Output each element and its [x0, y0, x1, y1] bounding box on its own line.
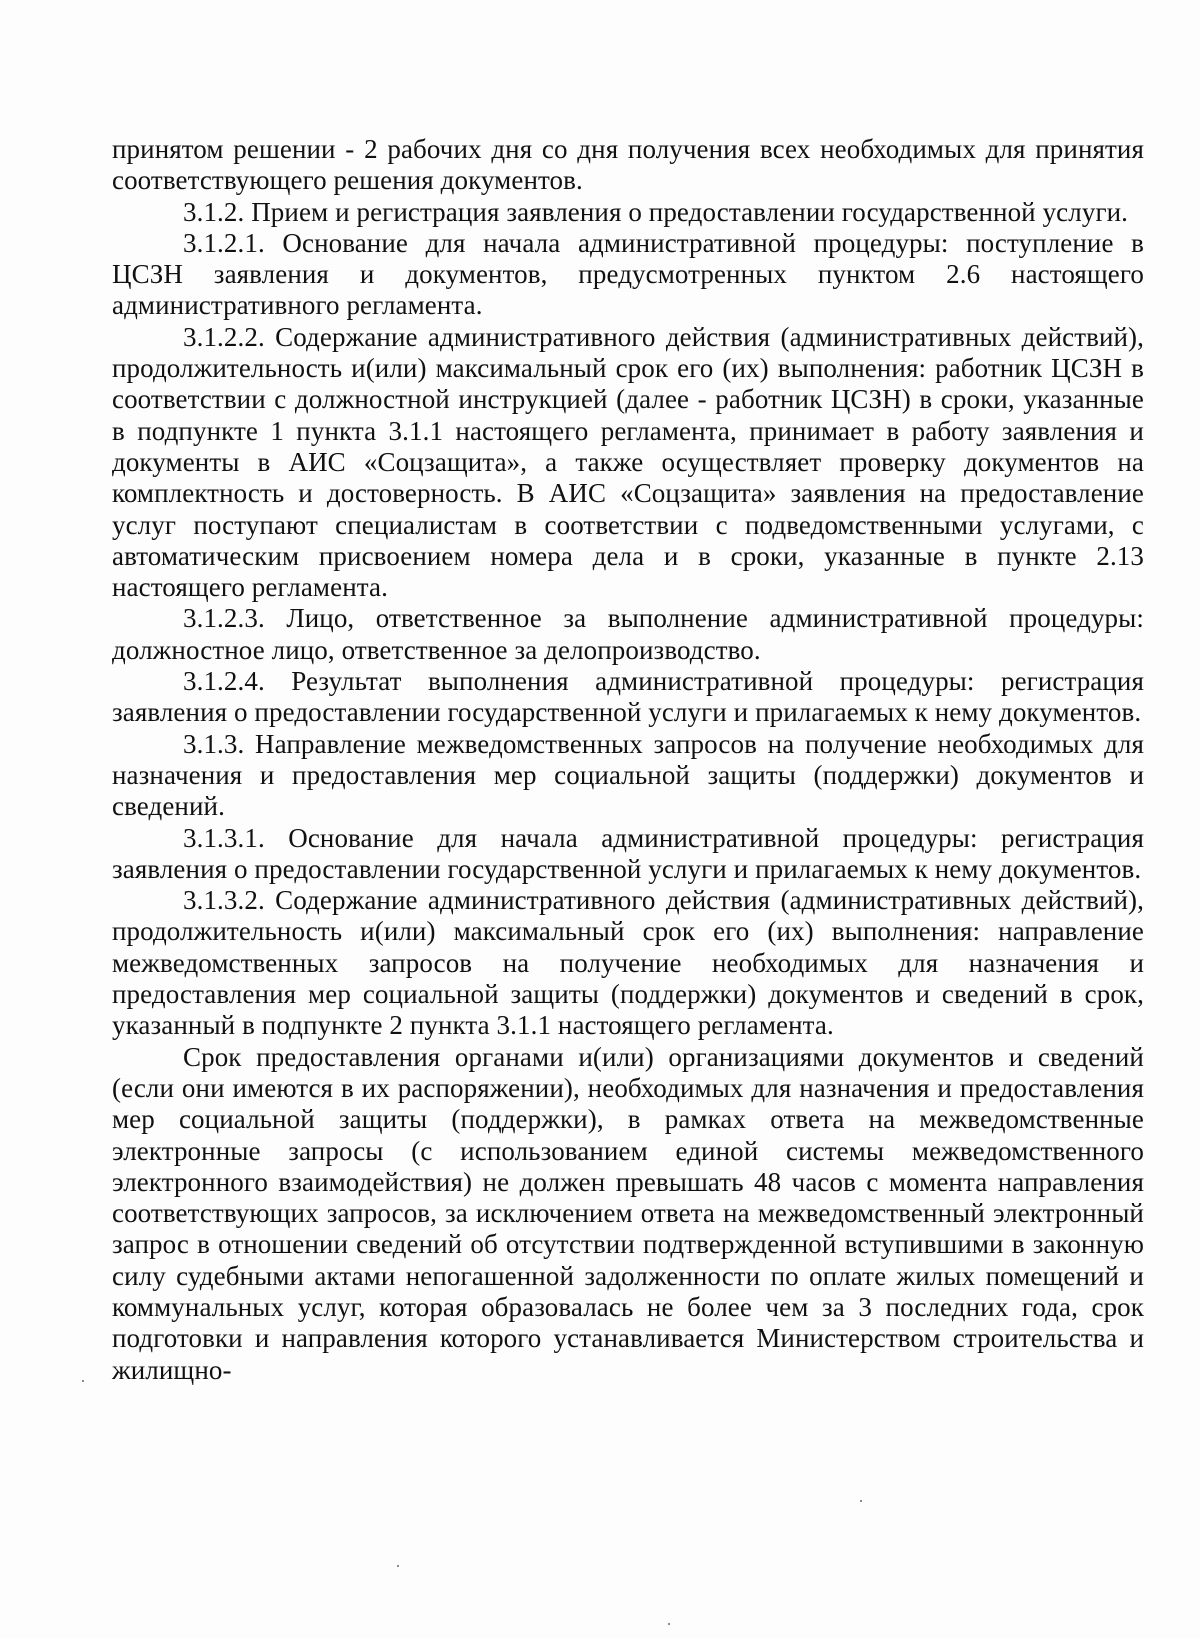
scan-speck	[860, 1500, 862, 1502]
paragraph-3-1-2-4: 3.1.2.4. Результат выполнения административной процедуры: регистрация заявления о предоставлении государственной услуги и прилагаемых к нему документов.	[112, 666, 1144, 728]
paragraph-3-1-2-2: 3.1.2.2. Содержание административного действия (административных действий), продолжительность и(или) максимальный срок его (их) выполнения: работник ЦСЗН в соответствии с должностной инструкцией (далее - работник ЦСЗН) в сроки, указанные в подпункте 1 пункта 3.1.1 настоящего регламента, принимает в работу заявления и документы в АИС «Соцзащита», а также осуществляет проверку документов на комплектность и достоверность. В АИС «Соцзащита» заявления на предоставление услуг поступают специалистам в соответствии с подведомственными услугами, с автоматическим присвоением номера дела и в сроки, указанные в пункте 2.13 настоящего регламента.	[112, 321, 1144, 603]
scan-speck	[397, 1565, 399, 1567]
paragraph-3-1-3-1: 3.1.3.1. Основание для начала административной процедуры: регистрация заявления о предоставлении государственной услуги и прилагаемых к нему документов.	[112, 822, 1144, 884]
paragraph-3-1-2: 3.1.2. Прием и регистрация заявления о предоставлении государственной услуги.	[183, 196, 1129, 227]
scan-speck	[82, 1380, 84, 1382]
scan-speck	[668, 1623, 670, 1625]
paragraph-3-1-2-1: 3.1.2.1. Основание для начала административной процедуры: поступление в ЦСЗН заявления и документов, предусмотренных пунктом 2.6 настоящего административного регламента.	[112, 227, 1144, 321]
paragraph-continuation: принятом решении - 2 рабочих дня со дня получения всех необходимых для принятия соответствующего решения документов.	[112, 134, 1144, 196]
paragraph-3-1-2-3: 3.1.2.3. Лицо, ответственное за выполнение административной процедуры: должностное лицо, ответственное за делопроизводство.	[112, 603, 1144, 665]
paragraph-3-1-3-2: 3.1.3.2. Содержание административного действия (административных действий), продолжительность и(или) максимальный срок его (их) выполнения: направление межведомственных запросов на получение необходимых для назначения и предоставления мер социальной защиты (поддержки) документов и сведений в срок, указанный в подпункте 2 пункта 3.1.1 настоящего регламента.	[112, 885, 1144, 1041]
paragraph-deadline-terms: Срок предоставления органами и(или) организациями документов и сведений (если они имеются в их распоряжении), необходимых для назначения и предоставления мер социальной защиты (поддержки), в рамках ответа на межведомственные электронные запросы (с использованием единой системы межведомственного электронного взаимодействия) не должен превышать 48 часов с момента направления соответствующих запросов, за исключением ответа на межведомственный электронный запрос в отношении сведений об отсутствии подтвержденной вступившими в законную силу судебными актами непогашенной задолженности по оплате жилых помещений и коммунальных услуг, которая образовалась не более чем за 3 последних года, срок подготовки и направления которого устанавливается Министерством строительства и жилищно-	[112, 1041, 1144, 1385]
document-body	[112, 134, 1144, 1386]
paragraph-3-1-3: 3.1.3. Направление межведомственных запросов на получение необходимых для назначения и предоставления мер социальной защиты (поддержки) документов и сведений.	[112, 728, 1144, 822]
